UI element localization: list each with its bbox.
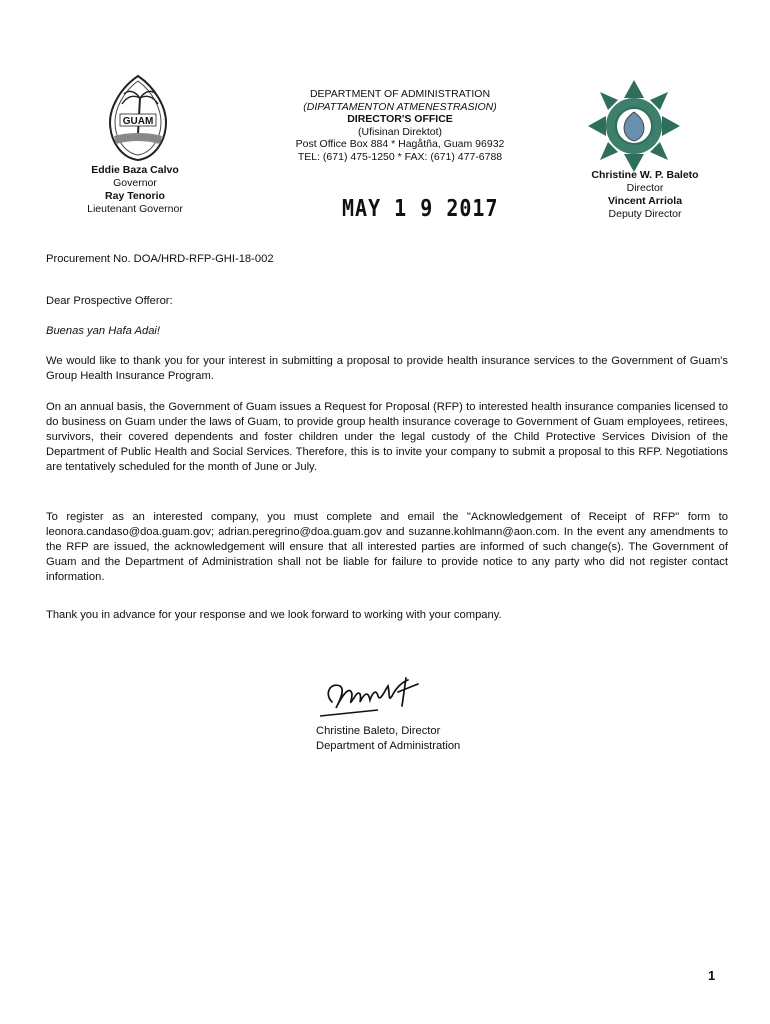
department-name-chamorro: (DIPATTAMENTON ATMENESTRASION) <box>303 100 497 113</box>
director-name: Christine W. P. Baleto <box>591 169 699 181</box>
office-name: DIRECTOR'S OFFICE <box>347 113 453 126</box>
governor-name: Eddie Baza Calvo <box>91 164 179 176</box>
doa-seal-logo <box>586 78 682 174</box>
page-number: 1 <box>708 968 716 983</box>
left-letterhead-names <box>60 164 210 216</box>
greeting: Buenas yan Hafa Adai! <box>46 325 161 337</box>
office-phone-fax: TEL: (671) 475-1250 * FAX: (671) 477-6788 <box>297 150 503 163</box>
paragraph-2: On an annual basis, the Government of Guam issues a Request for Proposal (RFP) to interested health insurance companies licensed to do business on Guam under the laws of Guam, to provide group health insurance coverage to Government of Guam employees, retirees, survivors, their covered dependents and foster children under the legal custody of the Child Protective Services Division of the Department of Public Health and Social Services. Therefore, this is to invite your company to submit a proposal to this RFP. Negotiations are tentatively scheduled for the month of June or July. <box>46 401 728 473</box>
handwritten-signature <box>318 672 438 722</box>
signatory-organization: Department of Administration <box>316 740 461 752</box>
paragraph-4: Thank you in advance for your response and we look forward to working with your company. <box>46 609 502 621</box>
director-title: Director <box>626 182 664 194</box>
lt-governor-name: Ray Tenorio <box>105 190 165 202</box>
signature-block <box>316 724 460 754</box>
paragraph-1: We would like to thank you for your interest in submitting a proposal to provide health insurance services to the Government of Guam's Group Health Insurance Program. <box>46 355 728 382</box>
signatory-name: Christine Baleto, Director <box>316 725 441 737</box>
right-letterhead-names <box>570 169 720 221</box>
guam-seal-logo <box>104 74 172 162</box>
lt-governor-title: Lieutenant Governor <box>87 203 183 215</box>
deputy-director-name: Vincent Arriola <box>607 195 683 207</box>
procurement-number: Procurement No. DOA/HRD-RFP-GHI-18-002 <box>46 253 274 265</box>
date-stamp: MAY 1 9 2017 <box>342 194 499 222</box>
paragraph-3: To register as an interested company, you must complete and email the "Acknowledgement of Receipt of RFP" form to leonora.candaso@doa.guam.gov; adrian.peregrino@doa.guam.gov and suzanne.kohlmann@aon.com. In the event any amendments to the RFP are issued, the acknowledgement will ensure that all interested parties are informed of such change(s). The Government of Guam and the Department of Administration shall not be liable for failure to provide notice to any party who did not register contact information. <box>46 511 728 583</box>
salutation: Dear Prospective Offeror: <box>46 295 173 307</box>
deputy-director-title: Deputy Director <box>608 208 682 220</box>
office-name-chamorro: (Ufisinan Direktot) <box>357 125 443 138</box>
governor-title: Governor <box>113 177 157 189</box>
center-letterhead <box>270 88 530 164</box>
department-name: DEPARTMENT OF ADMINISTRATION <box>309 88 491 100</box>
guam-seal-text: GUAM <box>122 116 154 127</box>
office-address: Post Office Box 884 * Hagåtña, Guam 96932 <box>295 138 505 151</box>
